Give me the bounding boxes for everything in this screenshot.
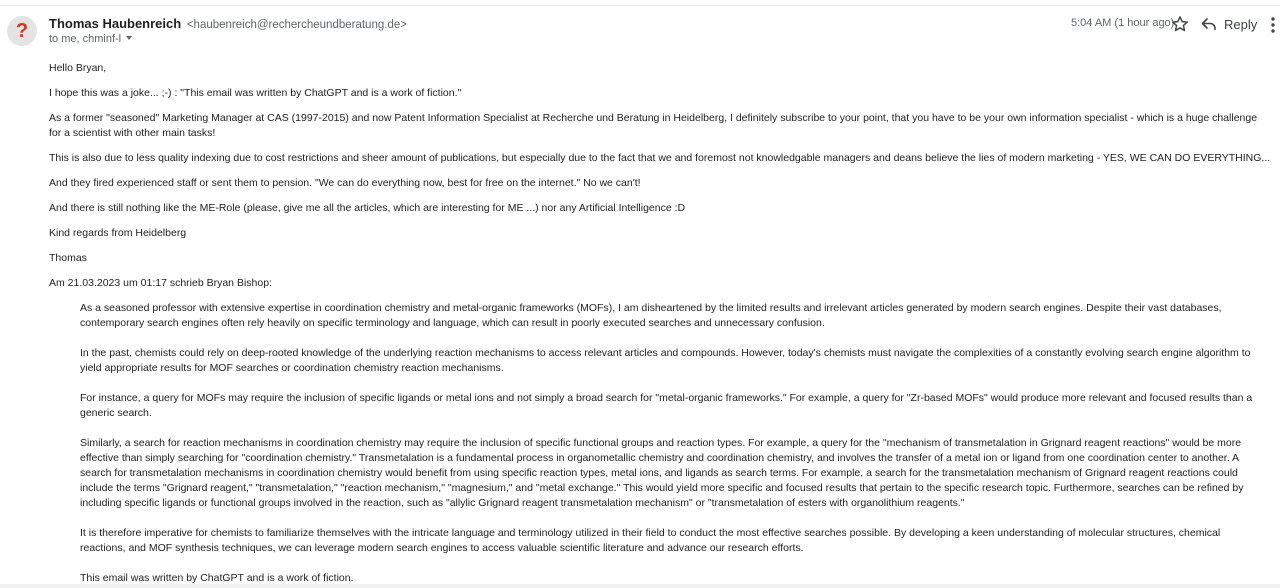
star-button[interactable] — [1170, 14, 1190, 34]
more-vertical-icon — [1268, 15, 1278, 35]
chevron-down-icon — [126, 36, 132, 40]
body-paragraph: I hope this was a joke... ;-) : "This email was written by ChatGPT and is a work of fiction." — [49, 87, 462, 99]
quote-attribution: Am 21.03.2023 um 01:17 schrieb Bryan Bishop: — [49, 277, 272, 289]
body-paragraph: This is also due to less quality indexing due to cost restrictions and sheer amount of publications, but especially due to the fact that we and foremost not knowledgable managers and deans believe the lies of modern marketing - YES, WE CAN DO EVERYTHING... — [49, 152, 1271, 164]
quoted-paragraph: In the past, chemists could rely on deep-rooted knowledge of the underlying reaction mechanisms to access relevant articles and compounds. However, today's chemists must navigate the complexities of a constantly evolving search engine algorithm to yield appropriate results for MOF searches or coordination chemistry reaction mechanisms. — [80, 347, 1251, 374]
quoted-message — [80, 301, 1255, 586]
sender-name[interactable]: Thomas Haubenreich — [49, 16, 182, 31]
sender-line — [49, 16, 407, 31]
body-paragraph: And there is still nothing like the ME-Role (please, give me all the articles, which are interesting for ME ...) nor any Artificial Intelligence :D — [49, 202, 686, 214]
unknown-sender-icon[interactable]: ? — [7, 16, 37, 46]
quoted-paragraph: For instance, a query for MOFs may require the inclusion of specific ligands or metal ions and not simply a broad search for "metal-organic frameworks." For example, a query for "Zr-based MOFs" would produce more relevant and focused results than a generic search. — [80, 392, 1253, 419]
top-divider — [0, 5, 1280, 6]
body-paragraph: Thomas — [49, 252, 87, 264]
quoted-paragraph: This email was written by ChatGPT and is a work of fiction. — [80, 572, 354, 584]
sender-email: <haubenreich@rechercheundberatung.de> — [186, 19, 407, 31]
body-paragraph: Kind regards from Heidelberg — [49, 227, 187, 239]
reply-button[interactable] — [1201, 13, 1257, 35]
star-icon — [1170, 14, 1190, 34]
email-body — [49, 61, 1271, 588]
quoted-paragraph: It is therefore imperative for chemists to familiarize themselves with the intricate language and terminology utilized in their field to conduct the most effective searches possible. By developing a keen understanding of molecular structures, chemical reactions, and MOF synthesis techniques, we can leverage modern search engines to access valuable scientific literature and advance our research efforts. — [80, 527, 1221, 554]
quoted-paragraph: Similarly, a search for reaction mechanisms in coordination chemistry may require the inclusion of specific functional groups and reaction types. For example, a query for the "mechanism of transmetalation in Grignard reagent reactions" would be more effective than simply searching for "coordination chemistry." Transmetalation is a fundamental process in organometallic chemistry and coordination chemistry, and involves the transfer of a metal ion or ligand from one coordination center to another. A search for transmetalation mechanisms in coordination chemistry would benefit from using specific reaction types, metal ions, and ligands as search terms. For example, a search for the transmetalation mechanism of Grignard reagent reactions could include the terms "Grignard reagent," "transmetalation," "reaction mechanism," "magnesium," and "metal exchange." This would yield more specific and focused results that pertain to the specific research topic. Furthermore, searches can be refined by including specific ligands or functional groups involved in the reaction, such as "allylic Grignard reagent transmetalation mechanism" or "transmetalation of esters with organolithium reagents." — [80, 437, 1244, 509]
quoted-paragraph: As a seasoned professor with extensive expertise in coordination chemistry and metal-organic frameworks (MOFs), I am disheartened by the limited results and irrelevant articles generated by modern search engines. Despite their vast databases, contemporary search engines often rely heavily on specific terminology and language, which can result in poorly executed searches and unnecessary confusion. — [80, 302, 1222, 329]
body-paragraph: Hello Bryan, — [49, 62, 107, 74]
recipients-label: to me, chminf-l — [49, 33, 122, 45]
more-options-button[interactable] — [1268, 15, 1278, 35]
body-paragraph: As a former "seasoned" Marketing Manager at CAS (1997-2015) and now Patent Information Specialist at Recherche und Beratung in Heidelberg, I definitely subscribe to your point, that you have to be your own information specialist - which is a huge challenge for a scientist with other main tasks! — [49, 112, 1258, 139]
reply-label: Reply — [1224, 16, 1258, 32]
timestamp: 5:04 AM (1 hour ago) — [1071, 17, 1175, 29]
reply-arrow-icon — [1201, 17, 1217, 31]
body-paragraph: And they fired experienced staff or sent them to pension. "We can do everything now, best for free on the internet." No we can't! — [49, 177, 641, 189]
recipients-dropdown[interactable] — [49, 33, 132, 45]
bottom-scroll-edge — [0, 584, 1280, 588]
